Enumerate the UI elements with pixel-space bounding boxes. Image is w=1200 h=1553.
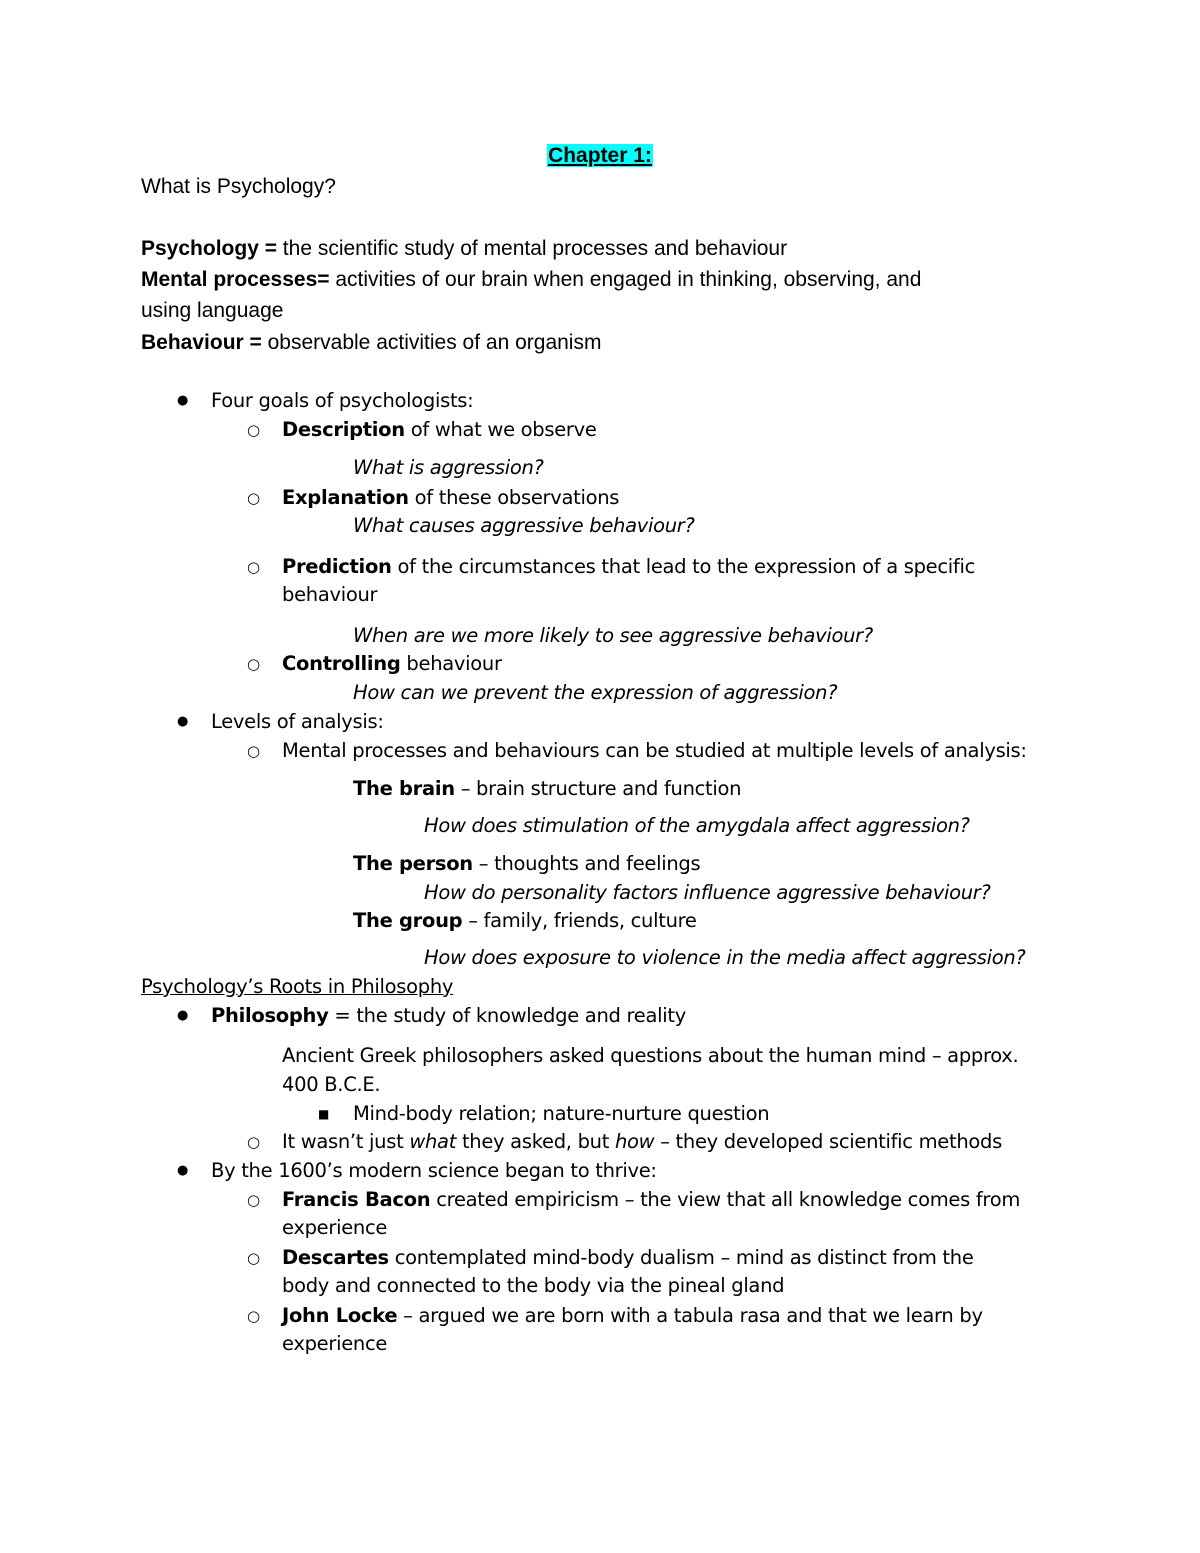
disc-bullet: ●: [177, 393, 189, 408]
goal-name: Description: [282, 418, 405, 441]
goal-item: [282, 484, 619, 512]
circle-bullet: ○: [247, 1191, 261, 1209]
circle-bullet: ○: [247, 558, 261, 576]
methods-item: [282, 1128, 1002, 1156]
disc-bullet: ●: [177, 1163, 189, 1178]
goal-example: [353, 622, 873, 650]
example-text: How does stimulation of the amygdala affect aggression?: [424, 814, 970, 837]
definition-text: the scientific study of mental processes and behaviour: [276, 237, 788, 260]
definition-term: Psychology =: [141, 237, 277, 260]
goal-text: of these observations: [408, 486, 620, 509]
person-item: [282, 1302, 983, 1330]
chapter-title: Chapter 1:: [548, 144, 652, 167]
disc-bullet: ●: [177, 1008, 189, 1023]
level-text: – thoughts and feelings: [472, 852, 701, 875]
level-item: [353, 850, 700, 878]
square-bullet: ■: [318, 1107, 330, 1121]
goals-heading: Four goals of psychologists:: [211, 389, 474, 412]
circle-bullet: ○: [247, 1133, 261, 1151]
definition-term: Behaviour =: [141, 331, 262, 354]
person-continuation: experience: [282, 1216, 388, 1239]
ancient-line-continuation: 400 B.C.E.: [282, 1073, 381, 1096]
goal-name: Controlling: [282, 652, 401, 675]
methods-emphasis: what: [409, 1130, 457, 1153]
circle-bullet: ○: [247, 1249, 261, 1267]
circle-bullet: ○: [247, 1307, 261, 1325]
example-text: What causes aggressive behaviour?: [353, 514, 695, 537]
person-name: John Locke: [282, 1304, 398, 1327]
goal-text: behaviour: [400, 652, 502, 675]
circle-bullet: ○: [247, 655, 261, 673]
circle-bullet: ○: [247, 489, 261, 507]
section-heading: Psychology’s Roots in Philosophy: [141, 975, 454, 998]
circle-bullet: ○: [247, 742, 261, 760]
goal-name: Prediction: [282, 555, 392, 578]
example-text: What is aggression?: [353, 456, 544, 479]
mind-body-item: Mind-body relation; nature-nurture question: [353, 1102, 770, 1125]
philosophy-definition: [211, 1002, 686, 1030]
definition-continuation: using language: [141, 299, 284, 322]
goal-example: [353, 679, 837, 707]
level-example: [424, 879, 991, 907]
level-text: – family, friends, culture: [462, 909, 697, 932]
goal-example: [353, 454, 544, 482]
disc-bullet: ●: [177, 714, 189, 729]
goal-text: of the circumstances that lead to the expression of a specific: [391, 555, 976, 578]
person-item: [282, 1186, 1020, 1214]
goal-item: [282, 416, 597, 444]
person-text: created empiricism – the view that all knowledge comes from: [430, 1188, 1021, 1211]
level-name: The brain: [353, 777, 455, 800]
person-continuation: experience: [282, 1332, 388, 1355]
definition-psychology: [141, 235, 787, 263]
example-text: How can we prevent the expression of aggression?: [353, 681, 838, 704]
example-text: When are we more likely to see aggressive behaviour?: [353, 624, 873, 647]
levels-intro: Mental processes and behaviours can be studied at multiple levels of analysis:: [282, 739, 1027, 762]
person-item: [282, 1244, 974, 1272]
level-name: The person: [353, 852, 473, 875]
levels-heading: Levels of analysis:: [211, 710, 384, 733]
science-heading: By the 1600’s modern science began to thrive:: [211, 1159, 657, 1182]
definition-text: observable activities of an organism: [261, 331, 602, 354]
definition-text: activities of our brain when engaged in thinking, observing, and: [329, 268, 922, 291]
level-example: [424, 944, 1025, 972]
person-text: – argued we are born with a tabula rasa and that we learn by: [397, 1304, 983, 1327]
person-text: contemplated mind-body dualism – mind as distinct from the: [388, 1246, 974, 1269]
philosophy-text: = the study of knowledge and reality: [328, 1004, 686, 1027]
definition-term: Mental processes=: [141, 268, 330, 291]
ancient-line: Ancient Greek philosophers asked questions about the human mind – approx.: [282, 1044, 1019, 1067]
methods-text: – they developed scientific methods: [654, 1130, 1002, 1153]
level-text: – brain structure and function: [454, 777, 742, 800]
definition-behaviour: [141, 329, 601, 357]
goal-item: [282, 553, 975, 581]
page-title: [0, 142, 1200, 170]
level-name: The group: [353, 909, 463, 932]
methods-text: It wasn’t just: [282, 1130, 410, 1153]
definition-mental-processes: [141, 266, 921, 294]
philosophy-term: Philosophy: [211, 1004, 329, 1027]
goal-example: [353, 512, 695, 540]
question-line: What is Psychology?: [141, 175, 336, 198]
person-name: Francis Bacon: [282, 1188, 431, 1211]
goal-name: Explanation: [282, 486, 409, 509]
level-example: [424, 812, 970, 840]
methods-emphasis: how: [614, 1130, 655, 1153]
level-item: [353, 775, 741, 803]
goal-text: of what we observe: [404, 418, 597, 441]
goal-continuation: behaviour: [282, 583, 378, 606]
person-name: Descartes: [282, 1246, 389, 1269]
example-text: How does exposure to violence in the media affect aggression?: [424, 946, 1026, 969]
example-text: How do personality factors influence aggressive behaviour?: [424, 881, 991, 904]
methods-text: they asked, but: [456, 1130, 615, 1153]
goal-item: [282, 650, 502, 678]
person-continuation: body and connected to the body via the pineal gland: [282, 1274, 785, 1297]
circle-bullet: ○: [247, 421, 261, 439]
level-item: [353, 907, 697, 935]
